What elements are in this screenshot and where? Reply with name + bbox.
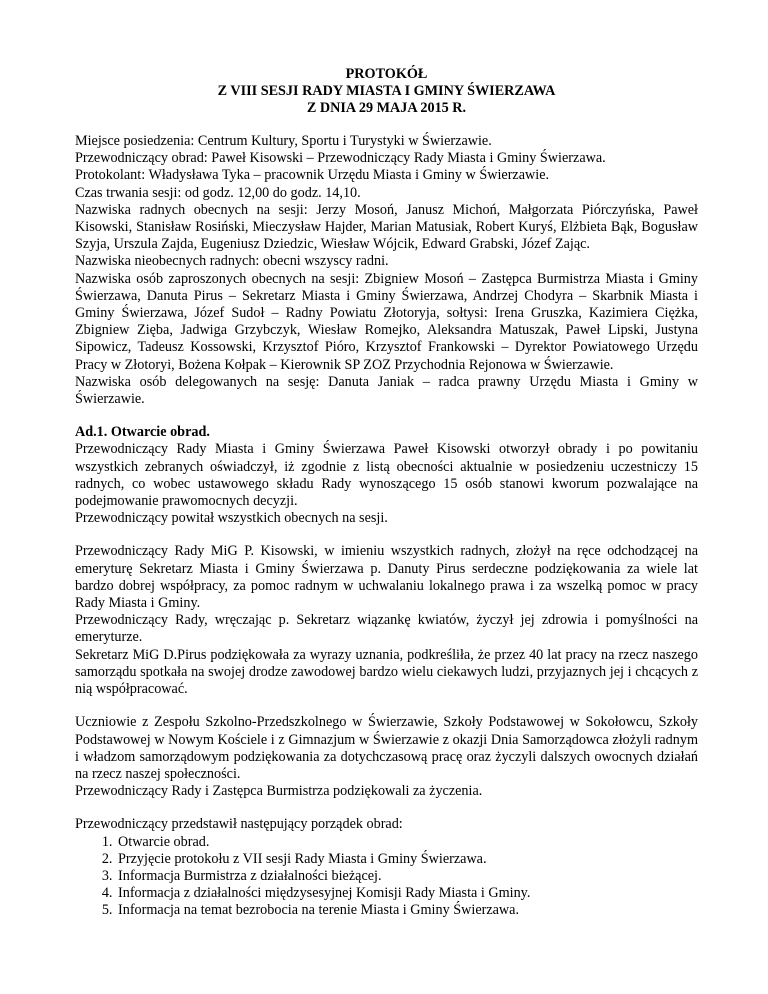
title-line-3: Z DNIA 29 MAJA 2015 R. — [306, 100, 467, 116]
meeting-place: Miejsce posiedzenia: Centrum Kultury, Sportu i Turystyki w Świerzawie. — [75, 133, 492, 149]
paragraph: Uczniowie z Zespołu Szkolno-Przedszkolnego w Świerzawie, Szkoły Podstawowej w Sokołowcu, Szkoły Podstawowej w Nowym Kościele i z Gimnazjum w Świerzawie z okazji Dnia Samorządowca złożyli radnym i władzom samorządowym podziękowania za dotychczasową pracę oraz życzyli dalszych owocnych działań na rzecz naszej społeczności. — [75, 714, 698, 782]
header-info — [75, 133, 698, 408]
list-item: 5. Informacja na temat bezrobocia na terenie Miasta i Gminy Świerzawa. — [116, 902, 698, 919]
list-item: 4. Informacja z działalności międzysesyjnej Komisji Rady Miasta i Gminy. — [116, 885, 698, 902]
list-item: 3. Informacja Burmistrza z działalności bieżącej. — [116, 868, 698, 885]
paragraph: Przewodniczący Rady, wręczając p. Sekretarz wiązankę kwiatów, życzył jej zdrowia i pomyślności na emeryturze. — [75, 612, 698, 646]
title-line-1: PROTOKÓŁ — [345, 66, 428, 82]
paragraph: Przewodniczący powitał wszystkich obecnych na sesji. — [75, 510, 388, 527]
title-line-2: Z VIII SESJI RADY MIASTA I GMINY ŚWIERZAWA — [217, 83, 556, 99]
paragraph: Przewodniczący Rady i Zastępca Burmistrza podziękowali za życzenia. — [75, 783, 483, 800]
document-title — [75, 66, 698, 117]
agenda-list — [75, 834, 698, 920]
absent-councillors: Nazwiska nieobecnych radnych: obecni wszyscy radni. — [75, 253, 389, 270]
present-councillors: Nazwiska radnych obecnych na sesji: Jerzy Mosoń, Janusz Michoń, Małgorzata Piórczyńska, Paweł Kisowski, Stanisław Rosiński, Mieczysław Hajder, Marian Matusiak, Robert Kuryś, Elżbieta Bąk, Bogusław Szyja, Urszula Zajda, Eugeniusz Dziedzic, Wiesław Wójcik, Edward Grabski, Józef Zając. — [75, 201, 698, 253]
minutes-taker: Protokolant: Władysława Tyka – pracownik Urzędu Miasta i Gminy w Świerzawie. — [75, 167, 550, 184]
list-item: 2. Przyjęcie protokołu z VII sesji Rady Miasta i Gminy Świerzawa. — [116, 851, 698, 868]
section-heading: Ad.1. Otwarcie obrad. — [75, 424, 210, 441]
list-item: 1. Otwarcie obrad. — [116, 834, 698, 851]
agenda-intro: Przewodniczący przedstawił następujący porządek obrad: — [75, 816, 403, 833]
paragraph: Sekretarz MiG D.Pirus podziękowała za wyrazy uznania, podkreśliła, że przez 40 lat pracy na rzecz naszego samorządu spotkała na swojej drodze zawodowej bardzo wielu ciekawych ludzi, przyjaznych jej i chcących z nią współpracować. — [75, 646, 698, 698]
paragraph: Przewodniczący Rady MiG P. Kisowski, w imieniu wszystkich radnych, złożył na ręce odchodzącej na emeryturę Sekretarz Miasta i Gminy Świerzawa p. Danuty Pirus serdeczne podziękowania za wiele lat bardzo dobrej współpracy, za pomoc radnym w uchwalaniu lokalnego prawa i za wszelką pomoc w pracy Rady Miasta i Gminy. — [75, 543, 698, 612]
session-duration: Czas trwania sesji: od godz. 12,00 do godz. 14,10. — [75, 184, 361, 201]
delegated-persons: Nazwiska osób delegowanych na sesję: Danuta Janiak – radca prawny Urzędu Miasta i Gminy w Świerzawie. — [75, 373, 698, 408]
chairman: Przewodniczący obrad: Paweł Kisowski – Przewodniczący Rady Miasta i Gminy Świerzawa. — [75, 150, 606, 167]
paragraph: Przewodniczący Rady Miasta i Gminy Świerzawa Paweł Kisowski otworzył obrady i po powitaniu wszystkich zebranych oświadczył, iż zgodnie z listą obecności aktualnie w posiedzeniu uczestniczy 15 radnych, co wobec ustawowego składu Rady wynoszącego 15 osób stanowi kworum pozwalające na podejmowanie prawomocnych decyzji. — [75, 441, 698, 510]
invited-guests: Nazwiska osób zaproszonych obecnych na sesji: Zbigniew Mosoń – Zastępca Burmistrza Miasta i Gminy Świerzawa, Danuta Pirus – Sekretarz Miasta i Gminy Świerzawa, Andrzej Chodyra – Skarbnik Miasta i Gminy Świerzawa, Józef Sudoł – Radny Powiatu Złotoryja, sołtysi: Irena Gruszka, Kazimiera Ciężka, Zbigniew Zięba, Jadwiga Grzybczyk, Wiesław Romejko, Aleksandra Matuszak, Paweł Lipski, Justyna Sipowicz, Tadeusz Kossowski, Krzysztof Pióro, Krzysztof Frankowski – Dyrektor Powiatowego Urzędu Pracy w Złotoryi, Bożena Kołpak – Kierownik SP ZOZ Przychodnia Rejonowa w Świerzawie. — [75, 270, 698, 373]
